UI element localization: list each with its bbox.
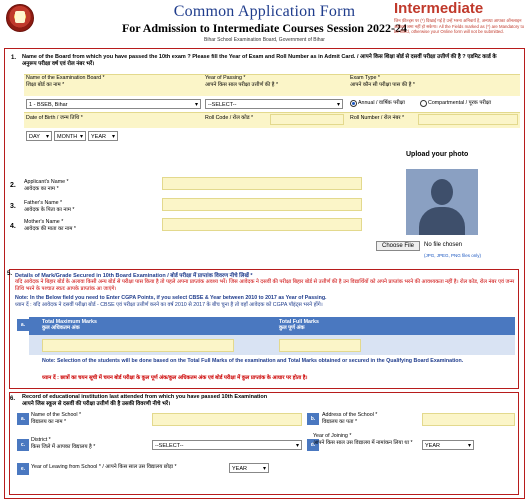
person-silhouette-icon	[431, 179, 453, 205]
photo-preview	[406, 169, 478, 235]
father-name-input[interactable]	[162, 198, 362, 211]
school-address-input[interactable]	[422, 413, 515, 426]
page-subtitle: For Admission to Intermediate Courses Session 2022-24	[121, 21, 408, 35]
selection-note: Note: Selection of the students will be done based on the Total Full Marks of the examination and Total Marks obtained or secured in the Qualifying Board Examination.	[42, 358, 464, 364]
father-number: 3.	[10, 203, 16, 210]
section6-title: Record of educational institution last attended from which you have passed 10th Examination आपने जिस स्कूल से दसवीं की परीक्षा उत्तीर्ण की है उसकी विवरणी नीचे भरें।	[22, 394, 268, 407]
section1-question: Name of the Board from which you have passed the 10th exam ? Please fill the Year of Exam and Roll Number as in Admit Card. / आपने किस शिक्षा बोर्ड से दसवीं परीक्षा उत्तीर्ण की है ? एडमिट कार्ड के अनुरूप परीक्षा वर्ष एवं रोल नंबर भरें।	[22, 54, 497, 67]
section5-number: 5.	[7, 271, 13, 277]
total-max-marks-header: Total Maximum Marks कुल अधिकतम अंक	[42, 319, 97, 331]
district-badge: c.	[17, 439, 29, 451]
choose-file-button[interactable]: Choose File	[376, 241, 420, 251]
total-full-marks-header: Total Full Marks कुल पूर्ण अंक	[279, 319, 319, 331]
roll-code-label: Roll Code / रोल कोड *	[205, 115, 254, 121]
annual-radio[interactable]	[350, 100, 357, 107]
section1-number: 1.	[11, 55, 17, 61]
district-label: District * किस जिले में आपका विद्यालय है *	[31, 437, 96, 450]
compartmental-option-label: Compartmental / पूरक परीक्षा	[428, 100, 492, 106]
mother-name-label: Mother's Name * आवेदक की माता का नाम *	[24, 219, 76, 232]
section5-badge-a: a.	[17, 319, 29, 331]
mother-number: 4.	[10, 223, 16, 230]
total-full-marks-input[interactable]	[279, 339, 361, 352]
year-label: Year of Passing * आपने किस साल परीक्षा उत्तीर्ण की है *	[205, 75, 279, 88]
year-joining-badge: d.	[307, 439, 319, 451]
selection-note-hi: ध्यान दें : छात्रों का चयन सूची में चयन बोर्ड परीक्षा के कुल पूर्ण अंक/कुल अधिकतम अंक एवं बोर्ड परीक्षा में कुल प्राप्तांक के आधार पर होता है।	[42, 375, 308, 381]
section5-info: यदि आवेदक ने बिहार बोर्ड के अलावा किसी अन्य बोर्ड से परीक्षा पास किया है तो पहले अपना प्राप्तांक अवश्य भरें। जिस आवेदक ने दसवीं की परीक्षा बिहार बोर्ड से उत्तीर्ण की है उन विद्यार्थियों को अपने प्राप्तांक भरने की आवश्यकता नहीं है। रोल कोड, रोल नंबर एवं जन्म तिथि भरने के पश्चात स्वतः आपके प्राप्तांक आ जाएंगे।	[15, 279, 515, 292]
year-joining-label: Year of Joining * आपने किस साल उस विद्यालय में नामांकन लिया था *	[313, 433, 413, 446]
roll-number-input[interactable]	[418, 114, 518, 125]
school-name-label: Name of the School * विद्यालय का नाम *	[31, 412, 82, 425]
board-name: Bihar School Examination Board, Government of Bihar	[204, 37, 325, 43]
dob-label: Date of Birth / जन्म तिथि *	[26, 115, 83, 121]
dob-month-select[interactable]: MONTH ▾	[54, 131, 86, 141]
section5-title: Details of Mark/Grade Secured in 10th Board Examination / बोर्ड परीक्षा में प्राप्तांक विवरण नीचे लिखें *	[15, 273, 253, 279]
exam-type-label: Exam Type * आपने कौन सी परीक्षा पास की है *	[350, 75, 415, 88]
year-leaving-badge: e.	[17, 463, 29, 475]
board-label: Name of the Examination Board * शिक्षा बोर्ड का नाम *	[26, 75, 105, 88]
district-select[interactable]: --SELECT-- ▾	[152, 440, 302, 450]
mandatory-notice: जिन फ़ील्ड्स पर (*) दिखाई गई है उन्हें भरना अनिवार्य है, अन्यथा आपका ऑनलाइन आवेदन जमा नहीं हो सकेगा। All the Fields marked as (*) are Mandatory to be filled, otherwise your Online form will not be submitted.	[394, 18, 525, 34]
dob-year-select[interactable]: YEAR ▾	[88, 131, 118, 141]
school-address-badge: b.	[307, 413, 319, 425]
year-of-passing-select[interactable]: --SELECT-- ▾	[205, 99, 343, 109]
total-max-marks-input[interactable]	[42, 339, 234, 352]
board-select[interactable]: 1 - BSEB, Bihar ▾	[26, 99, 201, 109]
dob-day-select[interactable]: DAY ▾	[26, 131, 52, 141]
section6-number: 6.	[10, 396, 16, 402]
applicant-name-input[interactable]	[162, 177, 362, 190]
applicant-number: 2.	[10, 182, 16, 189]
school-name-input[interactable]	[152, 413, 302, 426]
school-name-badge: a.	[17, 413, 29, 425]
applicant-name-label: Applicant's Name * आवेदक का नाम *	[24, 179, 69, 192]
school-address-label: Address of the School * विद्यालय का पता *	[322, 412, 378, 425]
compartmental-radio[interactable]	[420, 100, 427, 107]
year-leaving-label: Year of Leaving from School * / आपने किस साल उस विद्यालय छोड़ा *	[31, 464, 177, 470]
photo-title: Upload your photo	[406, 151, 469, 158]
marks-table-header	[29, 317, 515, 335]
roll-code-input[interactable]	[270, 114, 344, 125]
father-name-label: Father's Name * आवेदक के पिता का नाम *	[24, 200, 75, 213]
no-file-text: No file chosen	[424, 242, 463, 248]
page-title: Common Application Form	[173, 3, 356, 20]
annual-option-label: Annual / वार्षिक परीक्षा	[358, 100, 405, 106]
cgpa-note: Note: In the Below field you need to Enter CGPA Points, if you select CBSE & Year between 2010 to 2017 as Year of Passing.	[15, 295, 327, 301]
brand-label: Intermediate	[394, 0, 484, 17]
cgpa-note-hi: ध्यान दें : यदि आवेदक ने दसवीं परीक्षा बोर्ड - CBSE एवं परीक्षा उत्तीर्ण करने का वर्ष 2010 से 2017 के बीच चुना है तो वहाँ आवेदक को CGPA पॉइंट्स भरने होंगे।	[15, 302, 323, 308]
year-leaving-select[interactable]: YEAR ▾	[229, 463, 269, 473]
roll-number-label: Roll Number / रोल नंबर *	[350, 115, 405, 121]
year-joining-select[interactable]: YEAR ▾	[422, 440, 474, 450]
photo-hint: (JPG, JPEG, PNG files only)	[424, 253, 482, 258]
mother-name-input[interactable]	[162, 218, 362, 231]
